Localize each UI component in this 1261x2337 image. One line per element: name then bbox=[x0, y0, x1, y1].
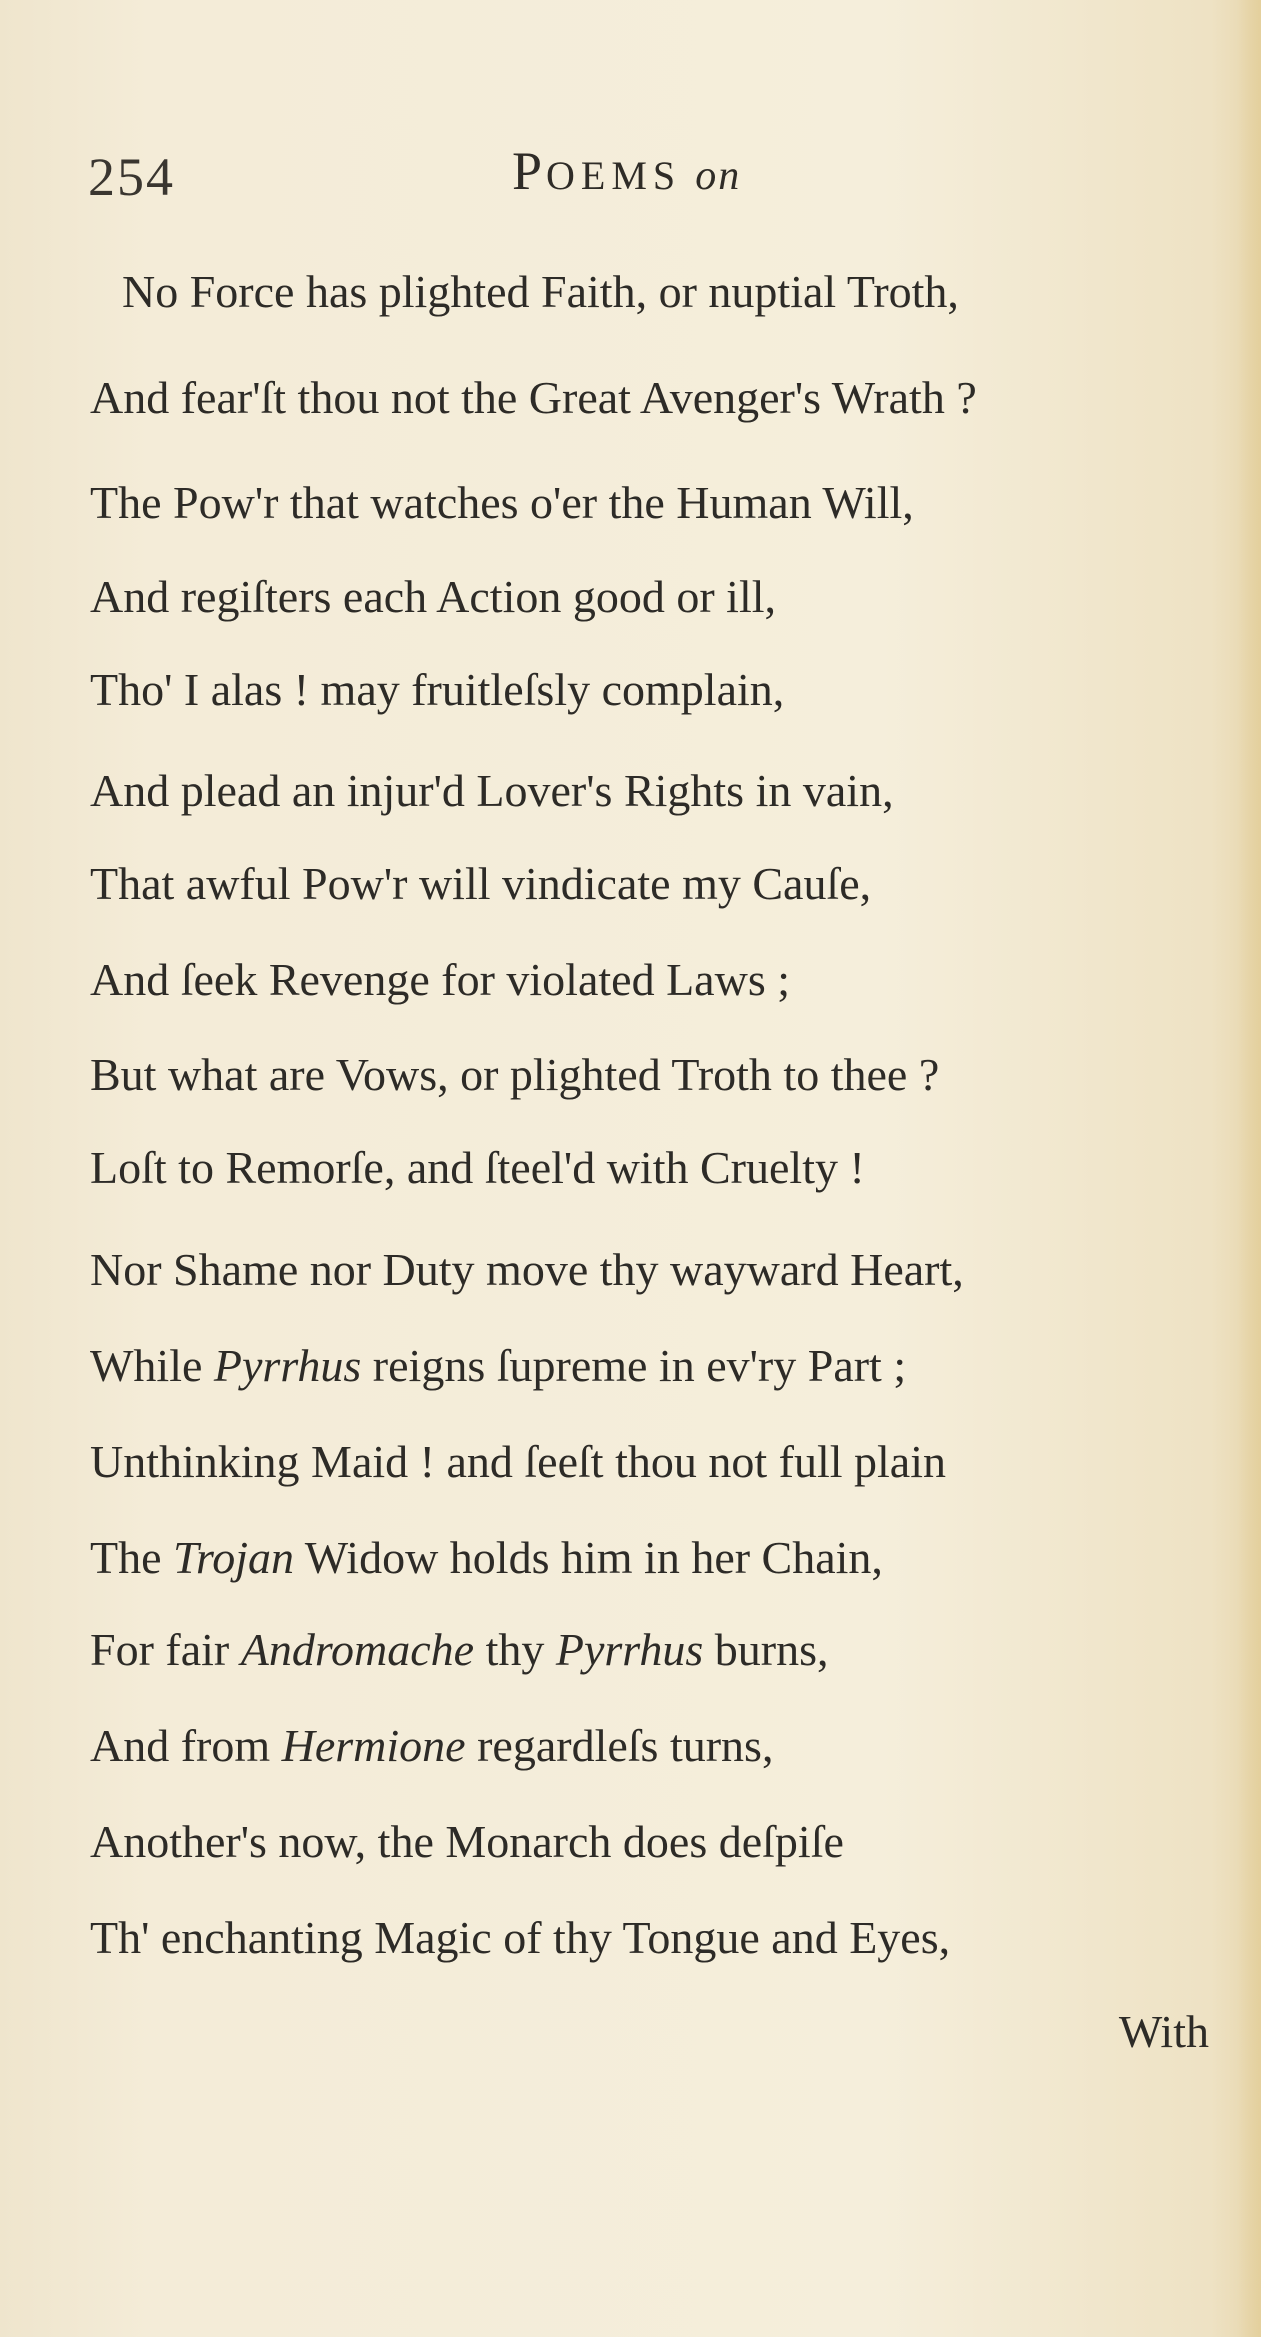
poem-line: The Trojan Widow holds him in her Chain, bbox=[90, 1532, 883, 1583]
poem-line: Th' enchanting Magic of thy Tongue and Eyes, bbox=[90, 1912, 951, 1963]
poem-line: And from Hermione regardleſs turns, bbox=[90, 1720, 774, 1771]
running-head-italic: on bbox=[695, 153, 742, 199]
poem-line: And regiſters each Action good or ill, bbox=[90, 571, 777, 622]
poem-line: And ſeek Revenge for violated Laws ; bbox=[90, 954, 790, 1005]
poem-line: Nor Shame nor Duty move thy wayward Heart, bbox=[90, 1244, 964, 1295]
poem-line: Loſt to Remorſe, and ſteel'd with Cruelty ! bbox=[90, 1142, 865, 1193]
poem-line: Unthinking Maid ! and ſeeſt thou not full plain bbox=[90, 1436, 946, 1487]
poem-line: Tho' I alas ! may fruitleſsly complain, bbox=[90, 664, 785, 715]
page-number: 254 bbox=[88, 147, 175, 207]
poem-line: That awful Pow'r will vindicate my Cauſe, bbox=[90, 858, 872, 909]
running-head-cap: P bbox=[512, 141, 547, 201]
poem-line: Another's now, the Monarch does deſpiſe bbox=[90, 1816, 844, 1867]
poem-line: For fair Andromache thy Pyrrhus burns, bbox=[90, 1624, 829, 1675]
poem-line: And fear'ſt thou not the Great Avenger's Wrath ? bbox=[90, 372, 977, 423]
catchword: With bbox=[1118, 2006, 1209, 2057]
poem-line: No Force has plighted Faith, or nuptial Troth, bbox=[122, 266, 959, 317]
poem-line: While Pyrrhus reigns ſupreme in ev'ry Part ; bbox=[90, 1340, 907, 1391]
poem-line: But what are Vows, or plighted Troth to thee ? bbox=[90, 1049, 940, 1100]
running-head-small-caps: OEMS bbox=[546, 153, 682, 198]
poem-line: And plead an injur'd Lover's Rights in vain, bbox=[90, 765, 894, 816]
poem-line: The Pow'r that watches o'er the Human Will, bbox=[90, 477, 914, 528]
